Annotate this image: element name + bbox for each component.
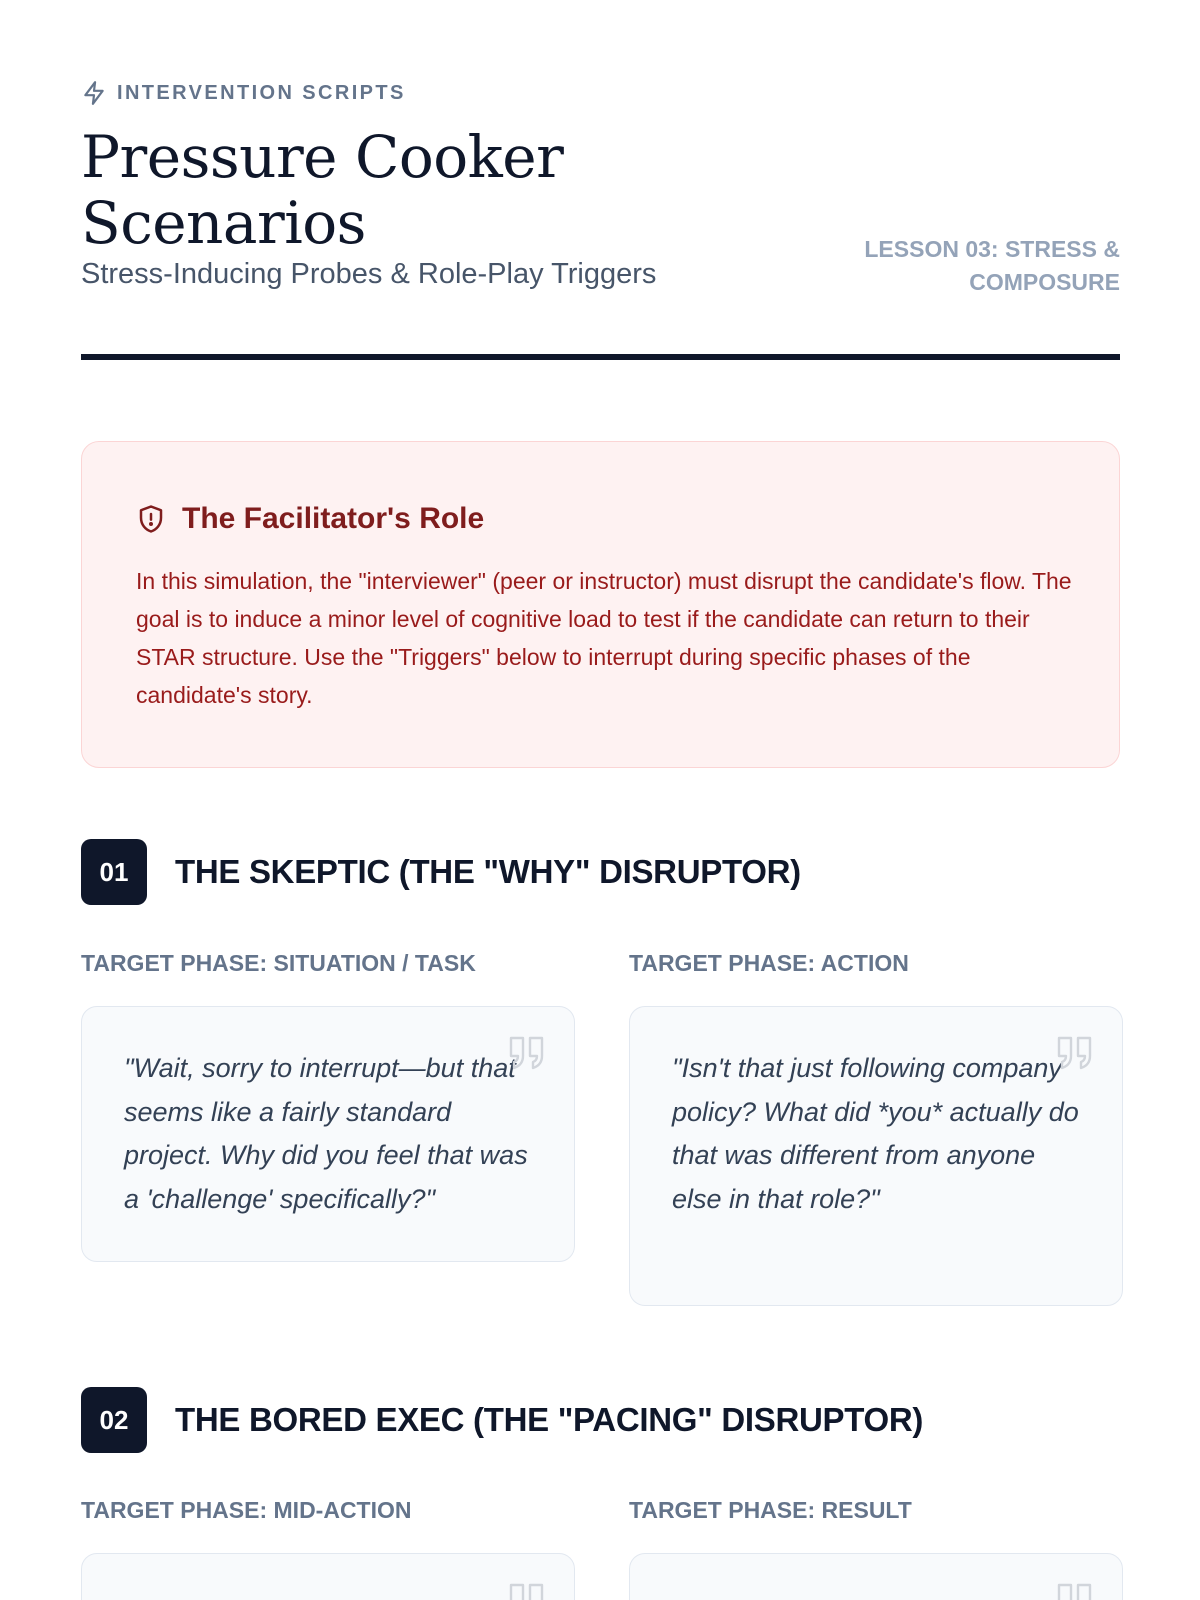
section-number: 01 — [81, 839, 147, 905]
page-title: Pressure Cooker Scenarios — [81, 123, 564, 257]
section-header — [81, 1387, 923, 1453]
callout-body: In this simulation, the "interviewer" (peer or instructor) must disrupt the candidate's flow. The goal is to induce a minor level of cognitive load to test if the candidate can return to their STAR structure. Use the "Triggers" below to interrupt during specific phases of the candidate's story. — [136, 568, 1072, 708]
quote-mark-icon — [508, 1582, 546, 1600]
target-phase-label: TARGET PHASE: RESULT — [629, 1497, 912, 1523]
section-title: THE SKEPTIC (THE "WHY" DISRUPTOR) — [175, 853, 801, 890]
quote-card — [629, 1553, 1123, 1600]
quote-card — [629, 1006, 1123, 1306]
shield-alert-icon — [136, 504, 166, 534]
quote-card — [81, 1006, 575, 1262]
eyebrow-label: INTERVENTION SCRIPTS — [117, 81, 406, 104]
quote-card — [81, 1553, 575, 1600]
target-phase-label: TARGET PHASE: ACTION — [629, 950, 909, 976]
target-phase-label: TARGET PHASE: SITUATION / TASK — [81, 950, 476, 976]
callout-title: The Facilitator's Role — [182, 502, 485, 535]
trigger-quote: "Isn't that just following company policy? What did *you* actually do that was different from anyone else in that role?" — [672, 1053, 1079, 1214]
section-number: 02 — [81, 1387, 147, 1453]
section-title: THE BORED EXEC (THE "PACING" DISRUPTOR) — [175, 1401, 924, 1438]
callout-header — [136, 502, 484, 536]
page-subtitle: Stress-Inducing Probes & Role-Play Triggers — [81, 258, 657, 290]
trigger-quote: "Wait, sorry to interrupt—but that seems like a fairly standard project. Why did you feel that was a 'challenge' specifically?" — [124, 1053, 528, 1214]
lightning-icon — [81, 80, 107, 106]
quote-mark-icon — [508, 1035, 546, 1071]
header-divider — [81, 354, 1120, 360]
quote-mark-icon — [1056, 1582, 1094, 1600]
lesson-label: LESSON 03: STRESS & COMPOSURE — [864, 236, 1120, 295]
quote-mark-icon — [1056, 1035, 1094, 1071]
target-phase-label: TARGET PHASE: MID-ACTION — [81, 1497, 412, 1523]
facilitator-callout — [81, 441, 1120, 768]
eyebrow — [81, 80, 406, 106]
section-header — [81, 839, 801, 905]
